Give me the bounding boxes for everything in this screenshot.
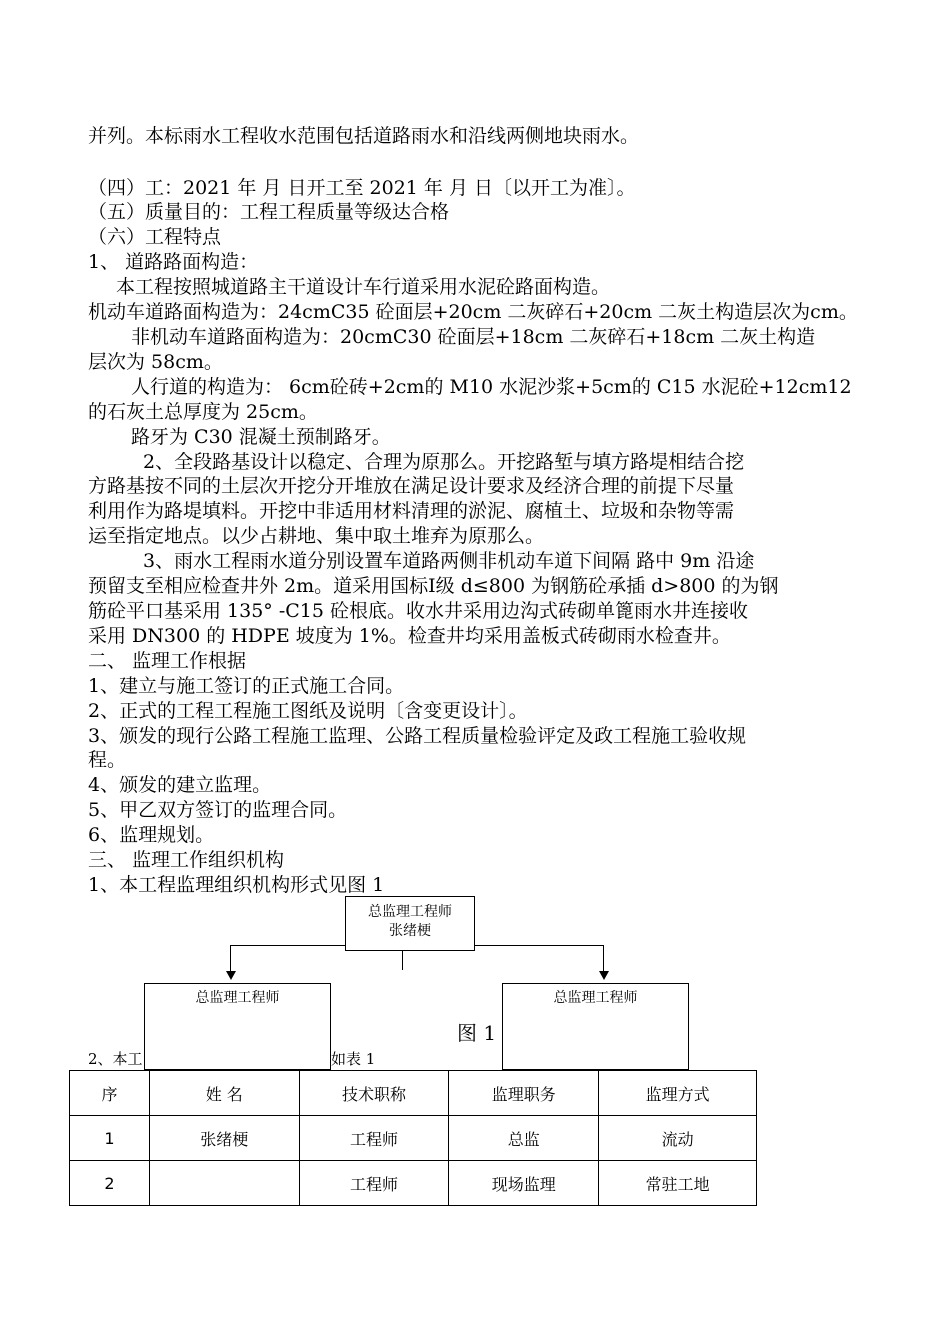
- table-header-cell: 序: [70, 1071, 150, 1116]
- basis-item-1: 1、建立与施工签订的正式施工合同。: [88, 675, 405, 697]
- org-box-chief-engineer: [345, 896, 475, 951]
- paragraph-sidewalk-1: 人行道的构造为： 6cm砼砖+2cm的 M10 水泥沙浆+5cm的 C15 水泥砼+12cm12: [131, 376, 852, 398]
- table-cell: 工程师: [299, 1116, 449, 1161]
- org-box-right: [502, 983, 689, 1070]
- basis-item-6: 6、监理规划。: [88, 824, 215, 846]
- figure-label: 图 1: [457, 1021, 497, 1045]
- heading-road-structure: 1、 道路路面构造：: [88, 251, 259, 273]
- paragraph-schedule: （四）工：2021 年 月 日开工至 2021 年 月 日〔以开工为准〕。: [88, 177, 636, 199]
- org-box-right-title: 总监理工程师: [553, 990, 638, 1006]
- table-cell: 流动: [599, 1116, 757, 1161]
- table-cell: 常驻工地: [599, 1161, 757, 1206]
- paragraph-motor-lane: 机动车道路面构造为：24cmC35 砼面层+20cm 二灰碎石+20cm 二灰土构造层次为cm。: [88, 301, 858, 323]
- paragraph-subgrade-4: 运至指定地点。以少占耕地、集中取土堆弃为原那么。: [88, 525, 545, 547]
- table-cell: 总监: [449, 1116, 599, 1161]
- table-row: [70, 1161, 757, 1206]
- basis-item-2: 2、正式的工程工程施工图纸及说明〔含变更设计〕。: [88, 700, 528, 722]
- table-row: [70, 1116, 757, 1161]
- org-box-left: [144, 983, 331, 1070]
- paragraph-drainage-3: 筋砼平口基采用 135° -C15 砼根底。收水井采用边沟式砖砌单篦雨水井连接收: [88, 600, 749, 622]
- organization-item-2-right: 如表 1: [331, 1050, 376, 1068]
- paragraph-curb: 路牙为 C30 混凝土预制路牙。: [131, 426, 391, 448]
- paragraph-drainage-2: 预留支至相应检查井外 2m。道采用国标Ⅰ级 d≤800 为钢筋砼承插 d>800 的为钢: [88, 575, 779, 597]
- org-connector-vertical-top: [402, 950, 403, 970]
- table-header-cell: 技术职称: [299, 1071, 449, 1116]
- paragraph-subgrade-2: 方路基按不同的土层次开挖分开堆放在满足设计要求及经济合理的前提下尽量: [88, 475, 735, 497]
- organization-item-2-left: 2、本工: [88, 1050, 143, 1068]
- paragraph-nonmotor-lane-1: 非机动车道路面构造为：20cmC30 砼面层+18cm 二灰碎石+18cm 二灰土构造: [131, 326, 816, 348]
- paragraph-drainage-4: 采用 DN300 的 HDPE 坡度为 1%。检查井均采用盖板式砖砌雨水检查井。: [88, 625, 731, 647]
- organization-item-1: 1、本工程监理组织机构形式见图 1: [88, 874, 385, 896]
- table-header-cell: 监理方式: [599, 1071, 757, 1116]
- heading-organization: 三、 监理工作组织机构: [88, 849, 285, 871]
- paragraph-quality: （五）质量目的：工程工程质量等级达合格: [88, 201, 450, 223]
- arrow-down-icon: [226, 971, 236, 980]
- table-cell: 现场监理: [449, 1161, 599, 1206]
- basis-item-5: 5、甲乙双方签订的监理合同。: [88, 799, 348, 821]
- staff-table: [69, 1070, 757, 1206]
- org-box-chief-title: 总监理工程师: [368, 904, 452, 920]
- basis-item-3b: 程。: [88, 749, 127, 771]
- org-connector-left-drop: [230, 945, 231, 971]
- arrow-down-icon: [599, 971, 609, 980]
- org-connector-right-drop: [603, 945, 604, 971]
- basis-item-3a: 3、颁发的现行公路工程施工监理、公路工程质量检验评定及政工程施工验收规: [88, 725, 747, 747]
- table-header-cell: 监理职务: [449, 1071, 599, 1116]
- table-header-cell: 姓 名: [149, 1071, 299, 1116]
- paragraph-nonmotor-lane-2: 层次为 58cm。: [88, 351, 223, 373]
- org-box-left-title: 总监理工程师: [195, 990, 280, 1006]
- paragraph-subgrade-3: 利用作为路堤填料。开挖中非适用材料清理的淤泥、腐植土、垃圾和杂物等需: [88, 500, 735, 522]
- org-box-chief-name: 张绪梗: [389, 923, 431, 939]
- table-cell: 工程师: [299, 1161, 449, 1206]
- heading-supervision-basis: 二、 监理工作根据: [88, 650, 247, 672]
- paragraph-road-design: 本工程按照城道路主干道设计车行道采用水泥砼路面构造。: [116, 276, 611, 298]
- table-cell: 1: [70, 1116, 150, 1161]
- paragraph-scope: 并列。本标雨水工程收水范围包括道路雨水和沿线两侧地块雨水。: [88, 125, 640, 147]
- table-cell: 张绪梗: [149, 1116, 299, 1161]
- heading-project-features: （六）工程特点: [88, 226, 222, 248]
- table-cell: 2: [70, 1161, 150, 1206]
- paragraph-sidewalk-2: 的石灰土总厚度为 25cm。: [88, 401, 318, 423]
- table-header-row: [70, 1071, 757, 1116]
- paragraph-drainage-1: 3、雨水工程雨水道分别设置车道路两侧非机动车道下间隔 路中 9m 沿途: [143, 550, 755, 572]
- paragraph-subgrade-1: 2、全段路基设计以稳定、合理为原那么。开挖路堑与填方路堤相结合挖: [143, 451, 745, 473]
- basis-item-4: 4、颁发的建立监理。: [88, 774, 272, 796]
- table-cell: [149, 1161, 299, 1206]
